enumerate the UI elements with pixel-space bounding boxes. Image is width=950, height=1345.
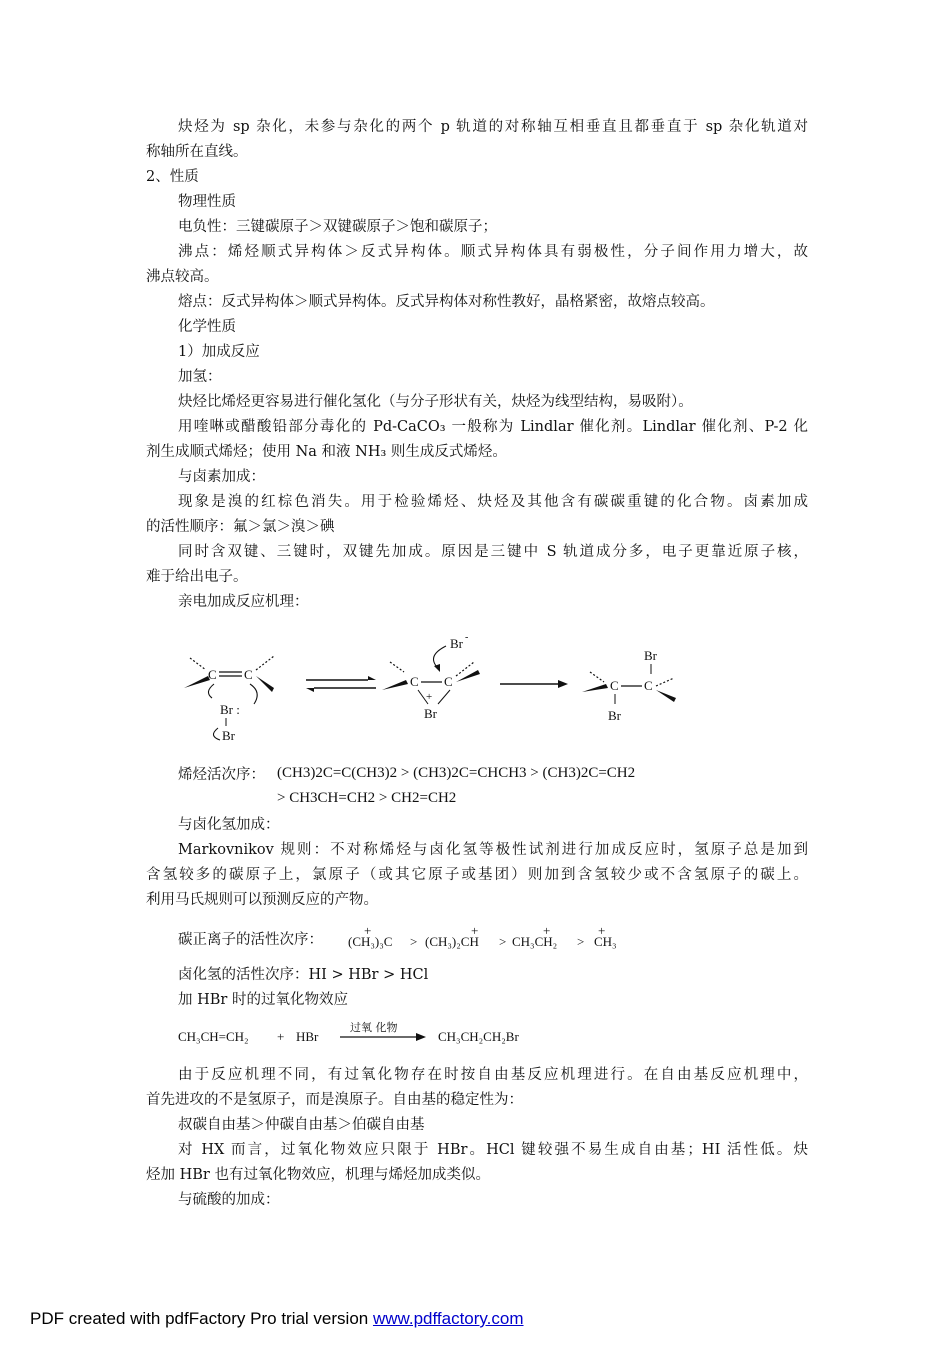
paragraph-line: 含氢较多的碳原子上，氯原子（或其它原子或基团）则加到含氢较少或不含氢原子的碳上。 bbox=[146, 867, 808, 883]
plus-mark: + bbox=[364, 923, 372, 938]
paragraph-line: 首先进攻的不是氢原子，而是溴原子。自由基的稳定性为： bbox=[146, 1092, 523, 1108]
gt-symbol: > bbox=[410, 934, 418, 949]
alkene-order-line2: > CH3CH=CH2 > CH2=CH2 bbox=[277, 790, 457, 806]
subheading: 加 HBr 时的过氧化物效应 bbox=[178, 992, 348, 1008]
dibromide-product bbox=[582, 648, 676, 723]
carbon-label: C bbox=[444, 674, 453, 689]
paragraph-line: 炔烃为 sp 杂化，未参与杂化的两个 p 轨道的对称轴互相垂直且都垂直于 sp 杂化轨道对 bbox=[178, 119, 808, 135]
plus-mark: + bbox=[471, 923, 479, 938]
paragraph-line: 同时含双键、三键时，双键先加成。原因是三键中 S 轨道成分多，电子更靠近原子核， bbox=[178, 544, 808, 560]
carbon-label: C bbox=[244, 667, 253, 682]
paragraph-line: 卤化氢的活性次序：HI > HBr > HCl bbox=[178, 967, 429, 983]
paragraph-line: 对 HX 而言，过氧化物效应只限于 HBr。HCl 键较强不易生成自由基；HI 活性低。炔 bbox=[178, 1142, 808, 1158]
positive-charge: + bbox=[426, 691, 433, 703]
carbon-label: C bbox=[610, 678, 619, 693]
secondary-carbocation: (CH₃)₂CH bbox=[425, 934, 479, 949]
pdf-footer bbox=[30, 1309, 524, 1329]
bromonium-ion bbox=[382, 632, 480, 721]
plus-sign: + bbox=[277, 1029, 285, 1044]
reactant-propene: CH₃CH=CH₂ bbox=[178, 1029, 249, 1044]
paragraph-line: 利用马氏规则可以预测反应的产物。 bbox=[146, 892, 378, 908]
bromine-label: Br : bbox=[220, 702, 240, 717]
bromine-label: Br bbox=[424, 706, 437, 721]
paragraph-line: 叔碳自由基＞仲碳自由基＞伯碳自由基 bbox=[178, 1117, 425, 1133]
paragraph-line: 的活性顺序：氟＞氯＞溴＞碘 bbox=[146, 519, 335, 535]
bromide-label: Br bbox=[450, 636, 463, 651]
subheading: 加氢： bbox=[178, 369, 222, 385]
primary-carbocation: CH₃CH₂ bbox=[512, 934, 558, 949]
subheading: 与卤素加成： bbox=[178, 469, 265, 485]
paragraph-line: 烃加 HBr 也有过氧化物效应，机理与烯烃加成类似。 bbox=[146, 1167, 490, 1183]
paragraph-line: 称轴所在直线。 bbox=[146, 144, 248, 160]
plus-mark: + bbox=[598, 923, 606, 938]
paragraph-line: 难于给出电子。 bbox=[146, 569, 248, 585]
paragraph-line: Markovnikov 规则：不对称烯烃与卤化氢等极性试剂进行加成反应时，氢原子总是加到 bbox=[178, 842, 808, 858]
carbon-label: C bbox=[644, 678, 653, 693]
reactant-hbr: HBr bbox=[296, 1029, 319, 1044]
carbon-label: C bbox=[208, 667, 217, 682]
gt-symbol: > bbox=[577, 934, 585, 949]
gt-symbol: > bbox=[499, 934, 507, 949]
carbon-label: C bbox=[410, 674, 419, 689]
equilibrium-arrow bbox=[306, 676, 376, 692]
tertiary-carbocation: (CH₃)₃C bbox=[348, 934, 393, 949]
reaction-condition: 过氧 化物 bbox=[350, 1021, 398, 1034]
subheading: 亲电加成反应机理： bbox=[178, 594, 309, 610]
section-heading: 2、性质 bbox=[146, 169, 199, 185]
paragraph-line: 熔点：反式异构体＞顺式异构体。反式异构体对称性教好，晶格紧密，故熔点较高。 bbox=[178, 294, 715, 310]
reaction-arrow bbox=[340, 1032, 426, 1042]
footer-text: PDF created with pdfFactory Pro trial version bbox=[30, 1309, 373, 1328]
reaction-arrow bbox=[500, 680, 568, 688]
carbocation-order-label: 碳正离子的活性次序： bbox=[178, 932, 323, 948]
negative-charge: - bbox=[465, 632, 469, 643]
paragraph-line: 沸点：烯烃顺式异构体＞反式异构体。顺式异构体具有弱极性，分子间作用力增大，故 bbox=[178, 244, 808, 260]
bromine-label: Br bbox=[222, 728, 235, 743]
subheading: 与卤化氢加成： bbox=[178, 817, 280, 833]
alkene-bromine-complex bbox=[184, 656, 274, 743]
subheading: 与硫酸的加成： bbox=[178, 1192, 280, 1208]
alkene-order-line1: (CH3)2C=C(CH3)2 > (CH3)2C=CHCH3 > (CH3)2C=CH2 bbox=[277, 765, 636, 781]
subheading: 化学性质 bbox=[178, 319, 236, 335]
paragraph-line: 现象是溴的红棕色消失。用于检验烯烃、炔烃及其他含有碳碳重键的化合物。卤素加成 bbox=[178, 494, 808, 510]
paragraph-line: 炔烃比烯烃更容易进行催化氢化（与分子形状有关，炔烃为线型结构，易吸附）。 bbox=[178, 394, 693, 410]
methyl-carbocation: CH₃ bbox=[594, 934, 617, 949]
paragraph-line: 电负性：三键碳原子＞双键碳原子＞饱和碳原子； bbox=[178, 219, 497, 235]
paragraph-line: 剂生成顺式烯烃；使用 Na 和液 NH₃ 则生成反式烯烃。 bbox=[146, 444, 507, 460]
product-bromopropane: CH₃CH₂CH₂Br bbox=[438, 1029, 519, 1044]
paragraph-line: 用喹啉或醋酸铅部分毒化的 Pd-CaCO₃ 一般称为 Lindlar 催化剂。Lindlar 催化剂、P-2 化 bbox=[178, 419, 808, 435]
paragraph-line: 由于反应机理不同，有过氧化物存在时按自由基反应机理进行。在自由基反应机理中， bbox=[178, 1067, 808, 1083]
paragraph-line: 沸点较高。 bbox=[146, 269, 219, 285]
subheading: 物理性质 bbox=[178, 194, 236, 210]
alkene-order-label: 烯烃活次序： bbox=[178, 767, 265, 783]
bromine-label: Br bbox=[608, 708, 621, 723]
subheading: 1）加成反应 bbox=[178, 344, 260, 360]
footer-link[interactable]: www.pdffactory.com bbox=[372, 1309, 524, 1328]
bromine-label: Br bbox=[644, 648, 657, 663]
addition-mechanism-diagram bbox=[170, 632, 810, 750]
plus-mark: + bbox=[543, 923, 551, 938]
